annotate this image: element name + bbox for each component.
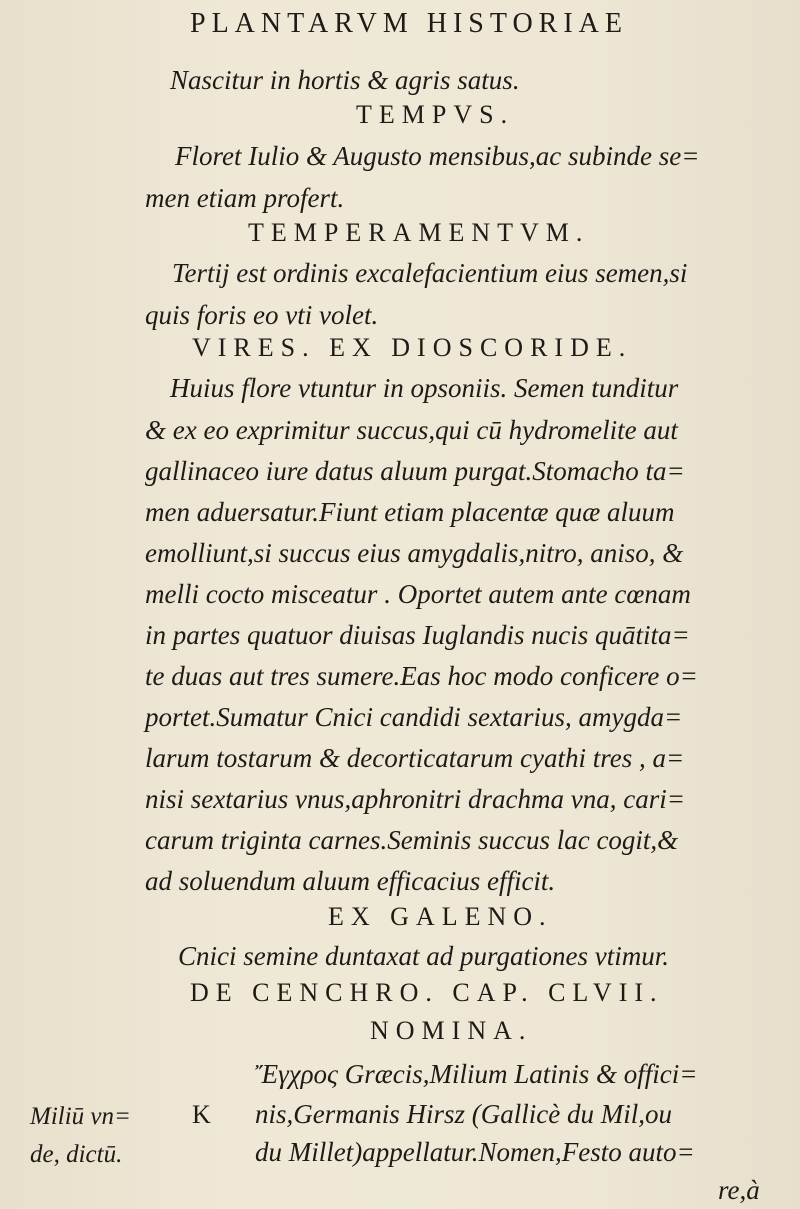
text-line: portet.Sumatur Cnici candidi sextarius, amygda=: [145, 702, 683, 732]
margin-note: Miliū vn=: [30, 1103, 131, 1130]
text-line: nisi sextarius vnus,aphronitri drachma vna, cari=: [145, 784, 685, 814]
text-line: Huius flore vtuntur in opsoniis. Semen tunditur: [170, 373, 679, 403]
text-line: larum tostarum & decorticatarum cyathi tres , a=: [145, 743, 685, 773]
signature-mark: K: [192, 1100, 211, 1129]
text-line: ad soluendum aluum efficacius efficit.: [145, 866, 556, 896]
text-line: & ex eo exprimitur succus,qui cū hydromelite aut: [145, 415, 678, 445]
text-line: men etiam profert.: [145, 183, 345, 213]
section-heading-temperamentum: TEMPERAMENTVM.: [248, 218, 590, 247]
text-line: Tertij est ordinis excalefacientium eius semen,si: [172, 258, 688, 288]
text-line: Cnici semine duntaxat ad purgationes vtimur.: [178, 941, 669, 971]
text-line: gallinaceo iure datus aluum purgat.Stomacho ta=: [145, 456, 685, 486]
section-heading-galeno: EX GALENO.: [328, 902, 553, 931]
text-line: nis,Germanis Hirsz (Gallicè du Mil,ou: [255, 1099, 672, 1129]
text-line: emolliunt,si succus eius amygdalis,nitro, aniso, &: [145, 538, 684, 568]
text-line: Ἔγχρος Græcis,Milium Latinis & offici=: [255, 1059, 698, 1089]
text-line: re,à: [718, 1175, 760, 1205]
text-line: men aduersatur.Fiunt etiam placentæ quæ aluum: [145, 497, 675, 527]
text-line: in partes quatuor diuisas Iuglandis nucis quātita=: [145, 620, 690, 650]
text-line: quis foris eo vti volet.: [145, 300, 379, 330]
section-heading-tempus: TEMPVS.: [356, 100, 515, 129]
running-head: PLANTARVM HISTORIAE: [190, 8, 629, 39]
text-line: melli cocto misceatur . Oportet autem ante cœnam: [145, 579, 691, 609]
section-heading-vires: VIRES. EX DIOSCORIDE.: [192, 333, 633, 362]
chapter-heading: DE CENCHRO. CAP. CLVII.: [190, 978, 664, 1007]
text-line: te duas aut tres sumere.Eas hoc modo conficere o=: [145, 661, 698, 691]
text-line: du Millet)appellatur.Nomen,Festo auto=: [255, 1137, 695, 1167]
text-line: carum triginta carnes.Seminis succus lac cogit,&: [145, 825, 679, 855]
text-line: Floret Iulio & Augusto mensibus,ac subinde se=: [175, 141, 700, 171]
section-heading-nomina: NOMINA.: [370, 1016, 533, 1045]
text-line: Nascitur in hortis & agris satus.: [170, 65, 520, 95]
margin-note: de, dictū.: [30, 1141, 123, 1168]
